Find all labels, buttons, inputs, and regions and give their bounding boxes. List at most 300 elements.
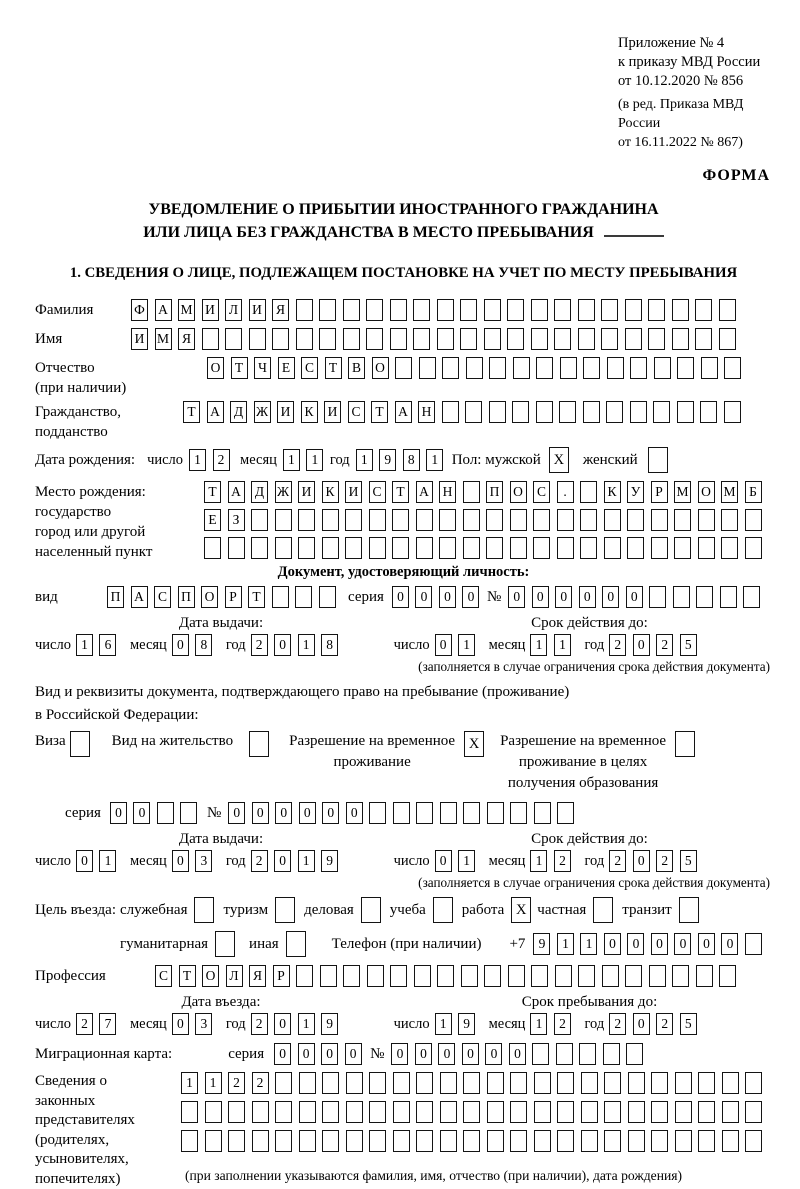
char-cell[interactable] — [557, 1101, 574, 1123]
char-cell[interactable] — [696, 586, 713, 608]
char-cell[interactable] — [672, 965, 689, 987]
char-cell[interactable] — [393, 1130, 410, 1152]
char-cell[interactable] — [345, 509, 362, 531]
char-cell[interactable]: 2 — [609, 1013, 626, 1035]
purpose-business-checkbox[interactable] — [361, 897, 381, 923]
char-cell[interactable]: М — [721, 481, 738, 503]
char-cell[interactable]: 0 — [172, 634, 189, 656]
char-cell[interactable] — [439, 537, 456, 559]
char-cell[interactable] — [580, 481, 597, 503]
char-cell[interactable]: 0 — [321, 1043, 338, 1065]
char-cell[interactable] — [390, 299, 407, 321]
char-cell[interactable] — [442, 401, 459, 423]
char-cell[interactable]: 0 — [228, 802, 245, 824]
char-cell[interactable]: 0 — [415, 586, 432, 608]
char-cell[interactable]: П — [486, 481, 503, 503]
char-cell[interactable] — [649, 965, 666, 987]
char-cell[interactable]: 0 — [172, 1013, 189, 1035]
char-cell[interactable] — [296, 965, 313, 987]
char-cell[interactable]: О — [201, 586, 218, 608]
char-cell[interactable] — [366, 299, 383, 321]
char-cell[interactable] — [181, 1130, 198, 1152]
char-cell[interactable]: 1 — [458, 634, 475, 656]
char-cell[interactable]: З — [228, 509, 245, 531]
char-cell[interactable] — [675, 1072, 692, 1094]
char-cell[interactable] — [654, 357, 671, 379]
char-cell[interactable]: 0 — [633, 850, 650, 872]
char-cell[interactable] — [604, 1101, 621, 1123]
char-cell[interactable] — [437, 965, 454, 987]
char-cell[interactable]: Т — [325, 357, 342, 379]
char-cell[interactable] — [604, 537, 621, 559]
char-cell[interactable] — [275, 1101, 292, 1123]
char-cell[interactable] — [299, 1130, 316, 1152]
char-cell[interactable]: Т — [231, 357, 248, 379]
char-cell[interactable] — [460, 299, 477, 321]
char-cell[interactable]: 0 — [76, 850, 93, 872]
char-cell[interactable]: 0 — [651, 933, 668, 955]
char-cell[interactable] — [534, 1130, 551, 1152]
char-cell[interactable]: Я — [249, 965, 266, 987]
char-cell[interactable]: П — [107, 586, 124, 608]
char-cell[interactable] — [343, 328, 360, 350]
char-cell[interactable]: 5 — [680, 634, 697, 656]
char-cell[interactable] — [508, 965, 525, 987]
char-cell[interactable] — [228, 1101, 245, 1123]
char-cell[interactable]: 1 — [298, 634, 315, 656]
char-cell[interactable] — [700, 401, 717, 423]
char-cell[interactable] — [559, 401, 576, 423]
char-cell[interactable]: Р — [651, 481, 668, 503]
char-cell[interactable]: 2 — [609, 634, 626, 656]
char-cell[interactable]: 0 — [633, 634, 650, 656]
char-cell[interactable]: Т — [248, 586, 265, 608]
visa-checkbox[interactable] — [70, 731, 90, 757]
char-cell[interactable]: 0 — [346, 802, 363, 824]
char-cell[interactable]: А — [155, 299, 172, 321]
char-cell[interactable] — [698, 1101, 715, 1123]
char-cell[interactable] — [630, 401, 647, 423]
char-cell[interactable]: Е — [278, 357, 295, 379]
char-cell[interactable] — [343, 299, 360, 321]
char-cell[interactable] — [745, 537, 762, 559]
char-cell[interactable] — [745, 1130, 762, 1152]
char-cell[interactable]: 1 — [205, 1072, 222, 1094]
char-cell[interactable] — [419, 357, 436, 379]
char-cell[interactable]: 0 — [299, 802, 316, 824]
char-cell[interactable]: 0 — [627, 933, 644, 955]
char-cell[interactable] — [534, 1072, 551, 1094]
char-cell[interactable]: 0 — [435, 850, 452, 872]
purpose-official-checkbox[interactable] — [194, 897, 214, 923]
char-cell[interactable] — [392, 537, 409, 559]
char-cell[interactable]: И — [298, 481, 315, 503]
char-cell[interactable] — [583, 401, 600, 423]
char-cell[interactable]: 1 — [530, 1013, 547, 1035]
char-cell[interactable]: О — [207, 357, 224, 379]
char-cell[interactable] — [721, 509, 738, 531]
char-cell[interactable]: Т — [183, 401, 200, 423]
char-cell[interactable] — [295, 586, 312, 608]
char-cell[interactable] — [416, 802, 433, 824]
char-cell[interactable] — [275, 1072, 292, 1094]
char-cell[interactable]: . — [557, 481, 574, 503]
char-cell[interactable]: 1 — [580, 933, 597, 955]
char-cell[interactable] — [745, 933, 762, 955]
char-cell[interactable]: 9 — [379, 449, 396, 471]
char-cell[interactable] — [252, 1101, 269, 1123]
char-cell[interactable]: 0 — [133, 802, 150, 824]
char-cell[interactable]: А — [131, 586, 148, 608]
char-cell[interactable]: 0 — [322, 802, 339, 824]
char-cell[interactable]: И — [249, 299, 266, 321]
char-cell[interactable] — [651, 1130, 668, 1152]
char-cell[interactable] — [719, 299, 736, 321]
char-cell[interactable] — [531, 965, 548, 987]
char-cell[interactable]: Ф — [131, 299, 148, 321]
char-cell[interactable] — [484, 299, 501, 321]
char-cell[interactable]: П — [178, 586, 195, 608]
char-cell[interactable] — [484, 965, 501, 987]
char-cell[interactable]: О — [698, 481, 715, 503]
gender-female-checkbox[interactable] — [648, 447, 668, 473]
char-cell[interactable]: М — [674, 481, 691, 503]
char-cell[interactable]: 0 — [415, 1043, 432, 1065]
char-cell[interactable] — [533, 537, 550, 559]
char-cell[interactable]: С — [301, 357, 318, 379]
char-cell[interactable] — [299, 1072, 316, 1094]
char-cell[interactable] — [601, 328, 618, 350]
char-cell[interactable] — [677, 401, 694, 423]
char-cell[interactable] — [580, 509, 597, 531]
char-cell[interactable]: 9 — [321, 850, 338, 872]
char-cell[interactable]: 7 — [99, 1013, 116, 1035]
char-cell[interactable] — [557, 509, 574, 531]
char-cell[interactable]: 0 — [298, 1043, 315, 1065]
char-cell[interactable] — [579, 1043, 596, 1065]
char-cell[interactable]: 0 — [698, 933, 715, 955]
char-cell[interactable]: 1 — [435, 1013, 452, 1035]
char-cell[interactable]: К — [301, 401, 318, 423]
char-cell[interactable]: М — [155, 328, 172, 350]
char-cell[interactable] — [531, 299, 548, 321]
char-cell[interactable] — [672, 299, 689, 321]
char-cell[interactable] — [722, 1130, 739, 1152]
purpose-private-checkbox[interactable] — [593, 897, 613, 923]
char-cell[interactable] — [442, 357, 459, 379]
char-cell[interactable]: 1 — [99, 850, 116, 872]
char-cell[interactable]: 0 — [508, 586, 525, 608]
char-cell[interactable] — [719, 965, 736, 987]
char-cell[interactable] — [648, 299, 665, 321]
residence-permit-checkbox[interactable] — [249, 731, 269, 757]
char-cell[interactable]: И — [345, 481, 362, 503]
char-cell[interactable]: 1 — [557, 933, 574, 955]
char-cell[interactable]: 0 — [275, 802, 292, 824]
char-cell[interactable]: 0 — [274, 850, 291, 872]
char-cell[interactable]: Р — [225, 586, 242, 608]
char-cell[interactable] — [461, 965, 478, 987]
char-cell[interactable]: Я — [272, 299, 289, 321]
char-cell[interactable] — [296, 328, 313, 350]
char-cell[interactable] — [322, 537, 339, 559]
char-cell[interactable]: Б — [745, 481, 762, 503]
char-cell[interactable]: 0 — [392, 586, 409, 608]
char-cell[interactable] — [440, 1130, 457, 1152]
char-cell[interactable] — [745, 1101, 762, 1123]
char-cell[interactable]: Ч — [254, 357, 271, 379]
temp-permit-checkbox[interactable]: X — [464, 731, 484, 757]
char-cell[interactable] — [578, 328, 595, 350]
char-cell[interactable] — [510, 1072, 527, 1094]
char-cell[interactable] — [272, 586, 289, 608]
char-cell[interactable]: 3 — [195, 850, 212, 872]
char-cell[interactable]: С — [369, 481, 386, 503]
char-cell[interactable] — [651, 1101, 668, 1123]
char-cell[interactable] — [486, 509, 503, 531]
char-cell[interactable] — [437, 299, 454, 321]
char-cell[interactable] — [251, 537, 268, 559]
char-cell[interactable]: 2 — [251, 850, 268, 872]
char-cell[interactable] — [628, 1130, 645, 1152]
char-cell[interactable] — [578, 299, 595, 321]
char-cell[interactable] — [275, 509, 292, 531]
char-cell[interactable] — [580, 537, 597, 559]
char-cell[interactable] — [298, 509, 315, 531]
char-cell[interactable]: И — [324, 401, 341, 423]
char-cell[interactable]: С — [348, 401, 365, 423]
char-cell[interactable] — [228, 537, 245, 559]
char-cell[interactable] — [606, 401, 623, 423]
char-cell[interactable] — [745, 1072, 762, 1094]
char-cell[interactable]: 1 — [76, 634, 93, 656]
char-cell[interactable] — [439, 509, 456, 531]
char-cell[interactable] — [651, 537, 668, 559]
char-cell[interactable] — [648, 328, 665, 350]
char-cell[interactable] — [554, 299, 571, 321]
char-cell[interactable]: 2 — [252, 1072, 269, 1094]
char-cell[interactable]: О — [510, 481, 527, 503]
char-cell[interactable] — [604, 1130, 621, 1152]
char-cell[interactable] — [416, 1101, 433, 1123]
char-cell[interactable] — [390, 965, 407, 987]
char-cell[interactable]: 0 — [602, 586, 619, 608]
char-cell[interactable]: И — [131, 328, 148, 350]
char-cell[interactable] — [512, 401, 529, 423]
char-cell[interactable] — [205, 1101, 222, 1123]
char-cell[interactable]: 0 — [438, 1043, 455, 1065]
char-cell[interactable] — [557, 802, 574, 824]
char-cell[interactable] — [275, 537, 292, 559]
char-cell[interactable] — [627, 509, 644, 531]
char-cell[interactable] — [228, 1130, 245, 1152]
char-cell[interactable] — [440, 1101, 457, 1123]
char-cell[interactable] — [272, 328, 289, 350]
char-cell[interactable] — [626, 1043, 643, 1065]
char-cell[interactable] — [627, 537, 644, 559]
char-cell[interactable] — [416, 1072, 433, 1094]
char-cell[interactable] — [299, 1101, 316, 1123]
char-cell[interactable] — [604, 1072, 621, 1094]
char-cell[interactable] — [722, 1101, 739, 1123]
char-cell[interactable]: Т — [371, 401, 388, 423]
char-cell[interactable]: Н — [439, 481, 456, 503]
char-cell[interactable] — [322, 1072, 339, 1094]
char-cell[interactable] — [532, 1043, 549, 1065]
char-cell[interactable] — [463, 537, 480, 559]
char-cell[interactable] — [319, 586, 336, 608]
char-cell[interactable] — [369, 1072, 386, 1094]
char-cell[interactable] — [745, 509, 762, 531]
char-cell[interactable] — [531, 328, 548, 350]
char-cell[interactable]: 0 — [274, 634, 291, 656]
char-cell[interactable]: 9 — [533, 933, 550, 955]
char-cell[interactable]: А — [395, 401, 412, 423]
char-cell[interactable] — [463, 802, 480, 824]
char-cell[interactable] — [369, 509, 386, 531]
char-cell[interactable] — [581, 1101, 598, 1123]
char-cell[interactable]: К — [322, 481, 339, 503]
char-cell[interactable] — [204, 537, 221, 559]
char-cell[interactable] — [603, 1043, 620, 1065]
char-cell[interactable] — [275, 1130, 292, 1152]
char-cell[interactable] — [743, 586, 760, 608]
char-cell[interactable] — [440, 1072, 457, 1094]
char-cell[interactable] — [205, 1130, 222, 1152]
char-cell[interactable]: 8 — [321, 634, 338, 656]
char-cell[interactable]: 0 — [485, 1043, 502, 1065]
char-cell[interactable] — [366, 328, 383, 350]
char-cell[interactable] — [393, 802, 410, 824]
char-cell[interactable] — [601, 299, 618, 321]
char-cell[interactable] — [369, 537, 386, 559]
char-cell[interactable] — [463, 1101, 480, 1123]
char-cell[interactable]: 2 — [656, 634, 673, 656]
char-cell[interactable]: 0 — [439, 586, 456, 608]
char-cell[interactable]: М — [178, 299, 195, 321]
char-cell[interactable] — [695, 299, 712, 321]
char-cell[interactable]: 0 — [579, 586, 596, 608]
char-cell[interactable]: Я — [178, 328, 195, 350]
char-cell[interactable] — [555, 965, 572, 987]
char-cell[interactable]: С — [154, 586, 171, 608]
char-cell[interactable] — [416, 509, 433, 531]
char-cell[interactable] — [466, 357, 483, 379]
char-cell[interactable] — [346, 1072, 363, 1094]
char-cell[interactable]: Р — [273, 965, 290, 987]
char-cell[interactable]: 1 — [181, 1072, 198, 1094]
char-cell[interactable]: 0 — [391, 1043, 408, 1065]
char-cell[interactable] — [672, 328, 689, 350]
char-cell[interactable]: Ж — [275, 481, 292, 503]
char-cell[interactable] — [720, 586, 737, 608]
char-cell[interactable] — [463, 1072, 480, 1094]
char-cell[interactable]: В — [348, 357, 365, 379]
char-cell[interactable] — [604, 509, 621, 531]
char-cell[interactable]: 2 — [251, 634, 268, 656]
char-cell[interactable] — [581, 1072, 598, 1094]
char-cell[interactable] — [698, 1130, 715, 1152]
char-cell[interactable] — [554, 328, 571, 350]
char-cell[interactable] — [698, 1072, 715, 1094]
char-cell[interactable] — [653, 401, 670, 423]
char-cell[interactable] — [346, 1130, 363, 1152]
char-cell[interactable] — [674, 537, 691, 559]
char-cell[interactable]: 0 — [274, 1013, 291, 1035]
char-cell[interactable] — [560, 357, 577, 379]
char-cell[interactable] — [696, 965, 713, 987]
char-cell[interactable] — [507, 299, 524, 321]
char-cell[interactable]: 2 — [251, 1013, 268, 1035]
char-cell[interactable] — [487, 1072, 504, 1094]
char-cell[interactable]: 2 — [554, 1013, 571, 1035]
char-cell[interactable]: 1 — [554, 634, 571, 656]
purpose-humanitarian-checkbox[interactable] — [215, 931, 235, 957]
char-cell[interactable]: А — [416, 481, 433, 503]
char-cell[interactable] — [181, 1101, 198, 1123]
char-cell[interactable] — [719, 328, 736, 350]
char-cell[interactable] — [157, 802, 174, 824]
char-cell[interactable] — [607, 357, 624, 379]
char-cell[interactable] — [180, 802, 197, 824]
char-cell[interactable] — [625, 328, 642, 350]
char-cell[interactable] — [319, 328, 336, 350]
char-cell[interactable] — [416, 1130, 433, 1152]
char-cell[interactable] — [413, 299, 430, 321]
char-cell[interactable] — [489, 357, 506, 379]
char-cell[interactable]: Л — [226, 965, 243, 987]
char-cell[interactable] — [345, 537, 362, 559]
char-cell[interactable] — [534, 1101, 551, 1123]
char-cell[interactable]: 2 — [609, 850, 626, 872]
char-cell[interactable]: 1 — [298, 850, 315, 872]
char-cell[interactable]: 0 — [274, 1043, 291, 1065]
char-cell[interactable]: А — [228, 481, 245, 503]
char-cell[interactable]: 1 — [426, 449, 443, 471]
char-cell[interactable]: 0 — [555, 586, 572, 608]
char-cell[interactable] — [649, 586, 666, 608]
char-cell[interactable] — [578, 965, 595, 987]
char-cell[interactable]: 1 — [458, 850, 475, 872]
char-cell[interactable]: 1 — [306, 449, 323, 471]
char-cell[interactable] — [298, 537, 315, 559]
char-cell[interactable]: Д — [251, 481, 268, 503]
char-cell[interactable]: 2 — [213, 449, 230, 471]
char-cell[interactable]: Т — [179, 965, 196, 987]
char-cell[interactable]: С — [533, 481, 550, 503]
char-cell[interactable] — [628, 1072, 645, 1094]
char-cell[interactable] — [724, 357, 741, 379]
purpose-other-checkbox[interactable] — [286, 931, 306, 957]
char-cell[interactable] — [487, 1130, 504, 1152]
char-cell[interactable]: 1 — [298, 1013, 315, 1035]
char-cell[interactable]: 2 — [228, 1072, 245, 1094]
char-cell[interactable]: 0 — [462, 586, 479, 608]
char-cell[interactable] — [510, 509, 527, 531]
char-cell[interactable] — [536, 401, 553, 423]
char-cell[interactable]: Е — [204, 509, 221, 531]
char-cell[interactable]: 0 — [674, 933, 691, 955]
char-cell[interactable] — [296, 299, 313, 321]
char-cell[interactable]: 0 — [462, 1043, 479, 1065]
char-cell[interactable] — [510, 1101, 527, 1123]
char-cell[interactable] — [698, 509, 715, 531]
char-cell[interactable]: 9 — [458, 1013, 475, 1035]
char-cell[interactable]: 0 — [633, 1013, 650, 1035]
char-cell[interactable] — [343, 965, 360, 987]
char-cell[interactable] — [673, 586, 690, 608]
char-cell[interactable] — [695, 328, 712, 350]
